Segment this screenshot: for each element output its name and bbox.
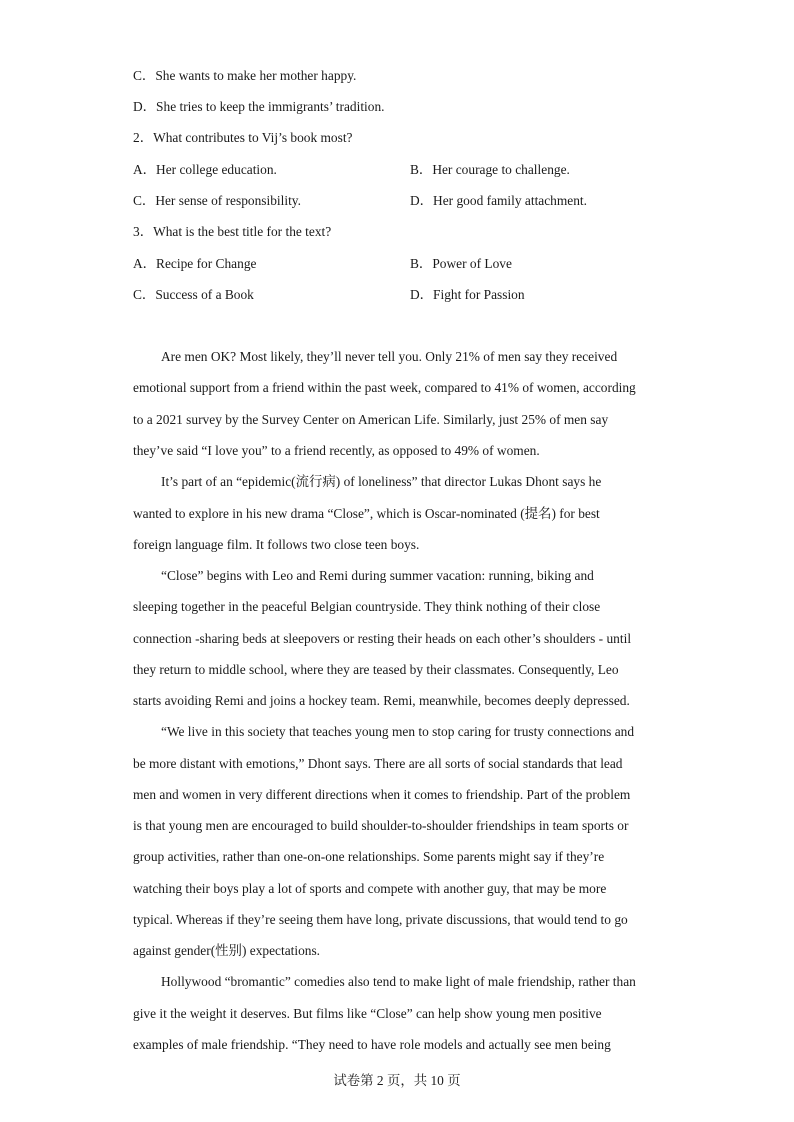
passage-line: be more distant with emotions,” Dhont says. There are all sorts of social standards that lead bbox=[133, 756, 623, 771]
passage-line: watching their boys play a lot of sports and compete with another guy, that may be more bbox=[133, 881, 607, 896]
passage-line: “Close” begins with Leo and Remi during summer vacation: running, biking and bbox=[161, 568, 594, 583]
passage-line: men and women in very different directions when it comes to friendship. Part of the problem bbox=[133, 787, 631, 802]
passage-line: emotional support from a friend within the past week, compared to 41% of women, according bbox=[133, 380, 636, 395]
page-number-footer: 试卷第 2 页，共 10 页 bbox=[333, 1073, 461, 1088]
passage-line: It’s part of an “epidemic(流行病) of loneliness” that director Lukas Dhont says he bbox=[161, 474, 602, 489]
q2-option-b: B．Her courage to challenge. bbox=[410, 162, 570, 177]
passage-line: typical. Whereas if they’re seeing them have long, private discussions, that would tend to go bbox=[133, 912, 628, 927]
passage-line: Are men OK? Most likely, they’ll never tell you. Only 21% of men say they received bbox=[161, 349, 618, 364]
passage-line: foreign language film. It follows two close teen boys. bbox=[133, 537, 420, 552]
passage-line: “We live in this society that teaches young men to stop caring for trusty connections and bbox=[161, 724, 635, 739]
passage-line: starts avoiding Remi and joins a hockey team. Remi, meanwhile, becomes deeply depressed. bbox=[133, 693, 630, 708]
passage-line: is that young men are encouraged to build shoulder-to-shoulder friendships in team sports or bbox=[133, 818, 629, 833]
q3-option-b: B．Power of Love bbox=[410, 256, 512, 271]
passage-line: they return to middle school, where they are teased by their classmates. Consequently, Leo bbox=[133, 662, 619, 677]
q2-option-d: D．Her good family attachment. bbox=[410, 193, 588, 208]
passage-line: connection -sharing beds at sleepovers or resting their heads on each other’s shoulders - until bbox=[133, 631, 632, 646]
q2-option-a: A．Her college education. bbox=[133, 162, 277, 177]
passage-line: sleeping together in the peaceful Belgian countryside. They think nothing of their close bbox=[133, 599, 601, 614]
q1-option-d: D．She tries to keep the immigrants’ tradition. bbox=[133, 99, 385, 114]
passage-line: examples of male friendship. “They need to have role models and actually see men being bbox=[133, 1037, 611, 1052]
passage-line: give it the weight it deserves. But films like “Close” can help show young men positive bbox=[133, 1006, 602, 1021]
q3-stem: 3．What is the best title for the text? bbox=[133, 224, 332, 239]
q2-stem: 2．What contributes to Vij’s book most? bbox=[133, 130, 353, 145]
q2-option-c: C．Her sense of responsibility. bbox=[133, 193, 301, 208]
q1-option-c: C．She wants to make her mother happy. bbox=[133, 68, 357, 83]
passage-line: wanted to explore in his new drama “Close”, which is Oscar-nominated (提名) for best bbox=[133, 506, 600, 521]
passage-line: they’ve said “I love you” to a friend recently, as opposed to 49% of women. bbox=[133, 443, 540, 458]
passage-line: group activities, rather than one-on-one relationships. Some parents might say if they’re bbox=[133, 849, 605, 864]
passage-line: against gender(性别) expectations. bbox=[133, 943, 321, 958]
q3-option-d: D．Fight for Passion bbox=[410, 287, 525, 302]
passage-line: to a 2021 survey by the Survey Center on American Life. Similarly, just 25% of men say bbox=[133, 412, 609, 427]
q3-option-c: C．Success of a Book bbox=[133, 287, 254, 302]
passage-line: Hollywood “bromantic” comedies also tend to make light of male friendship, rather than bbox=[161, 974, 636, 989]
q3-option-a: A．Recipe for Change bbox=[133, 256, 257, 271]
